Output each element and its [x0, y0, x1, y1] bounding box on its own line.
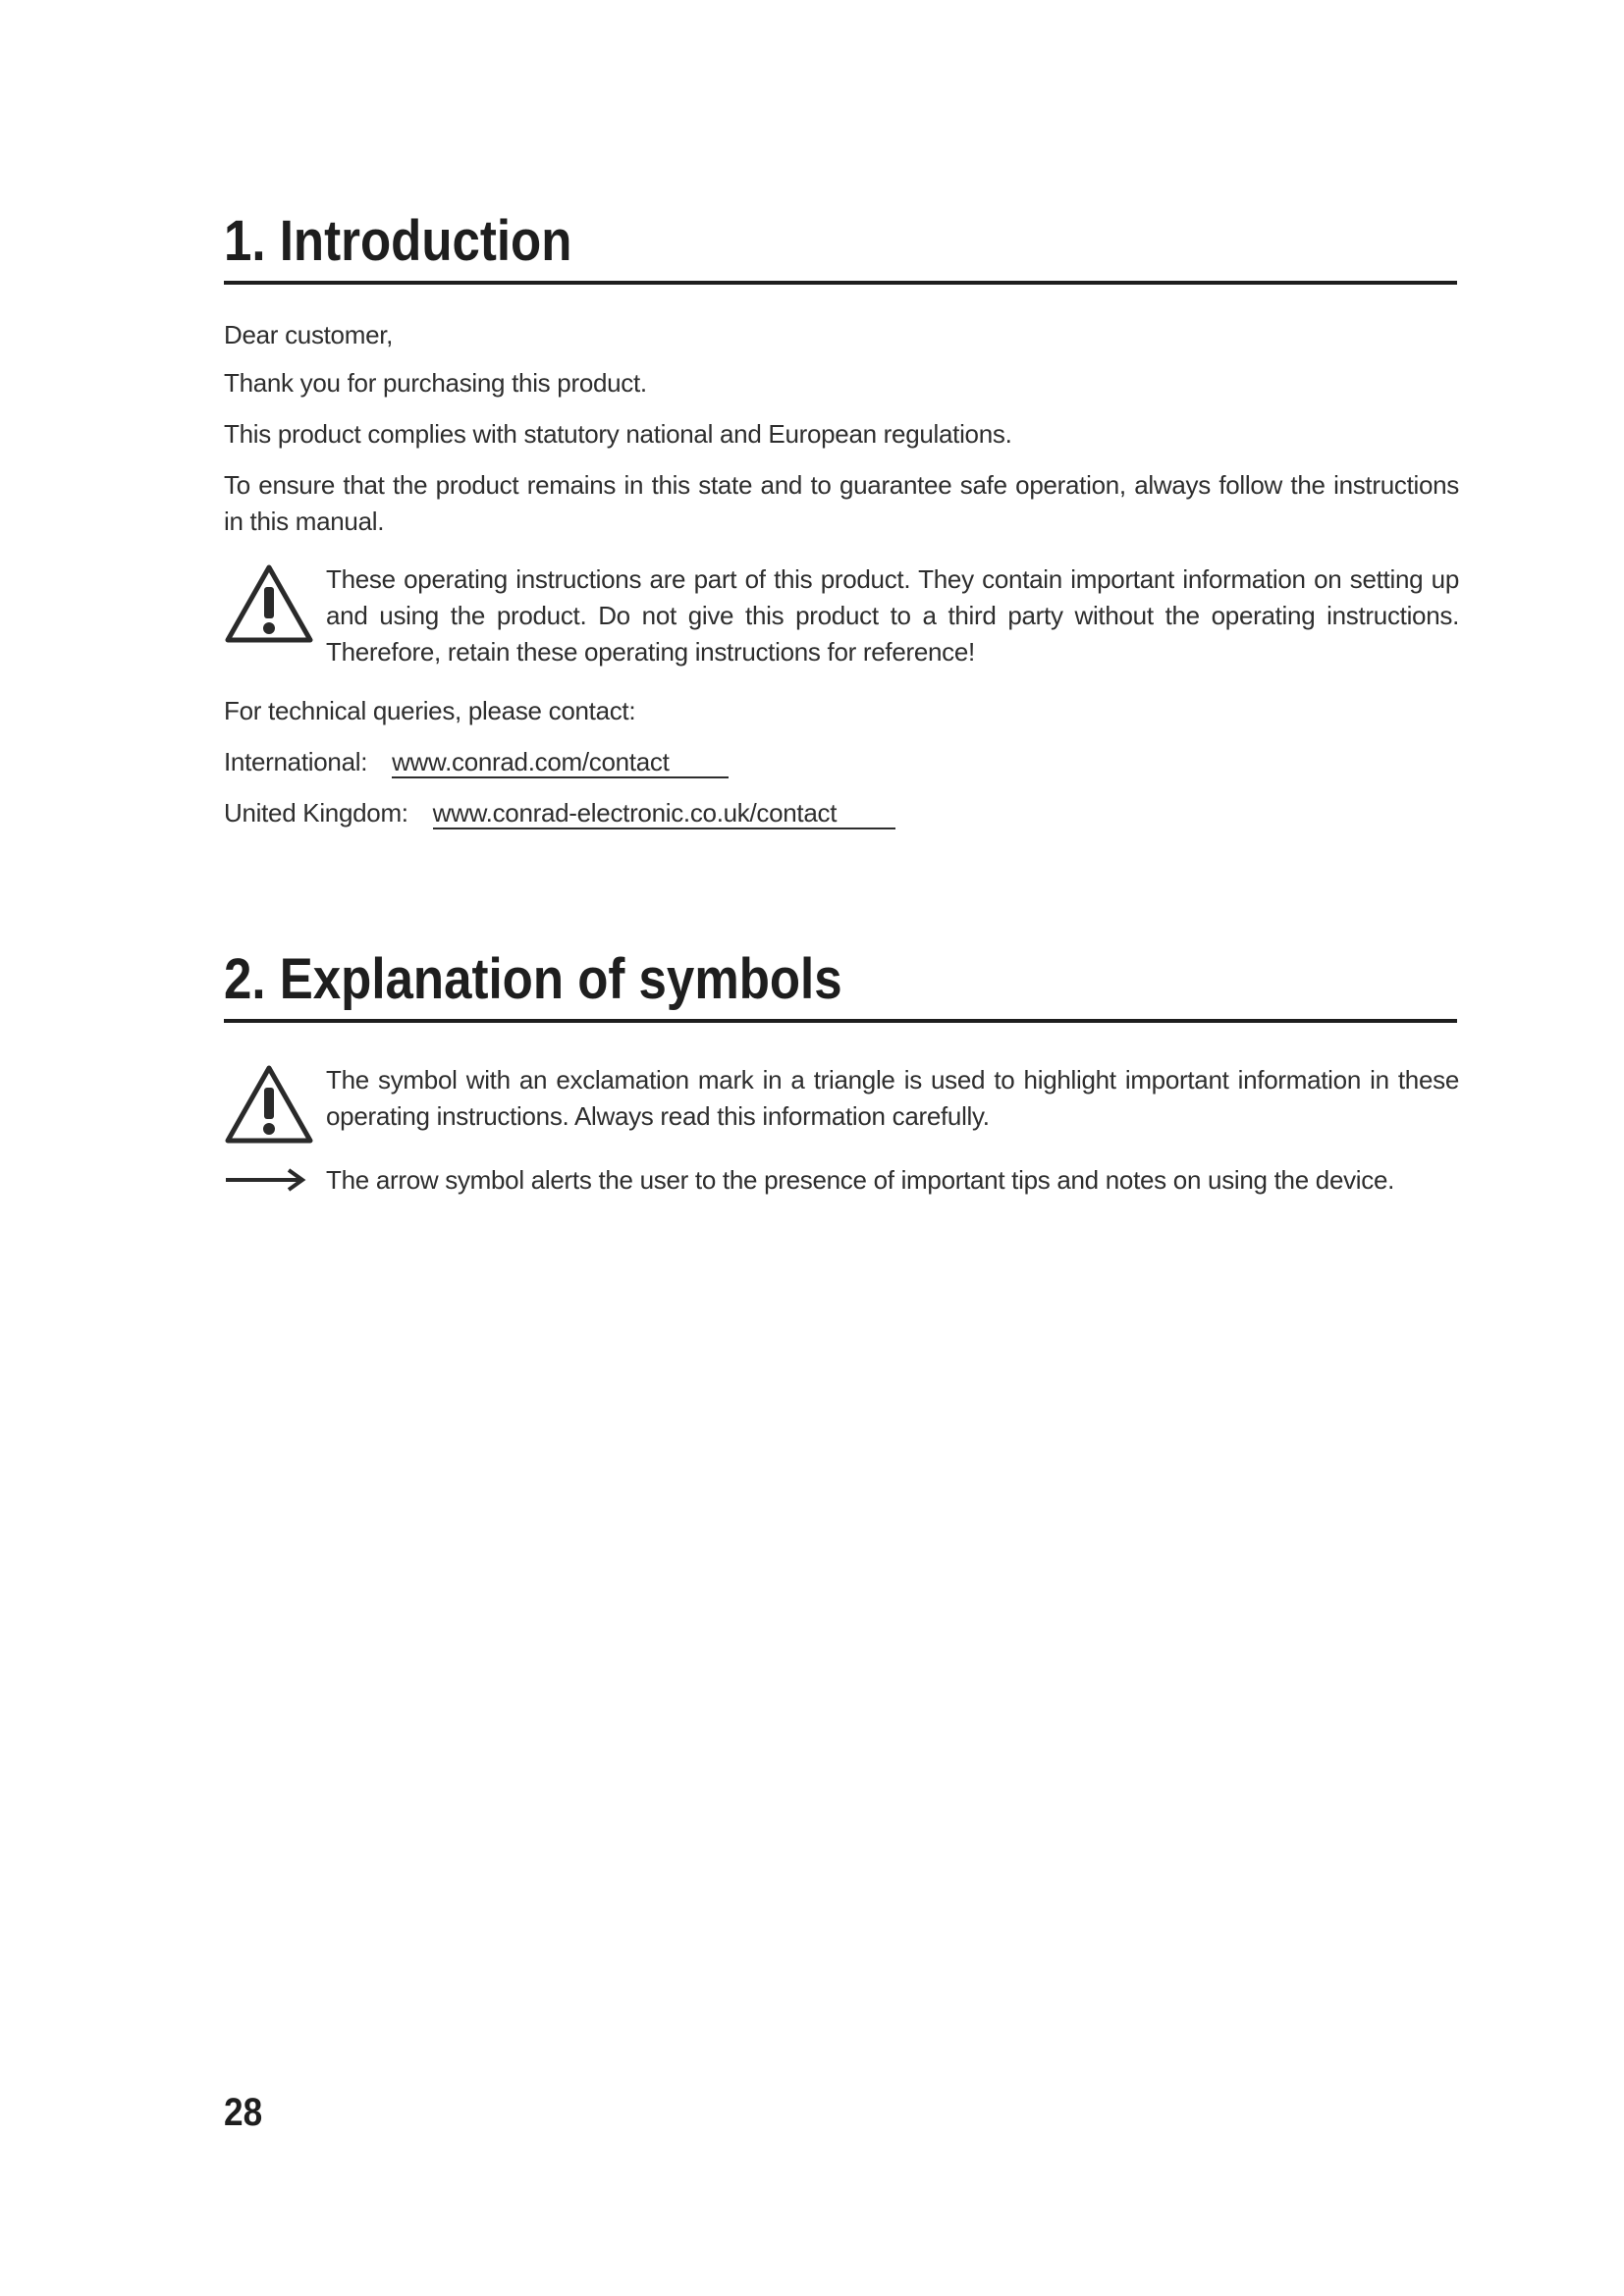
warning-triangle-icon [224, 1062, 314, 1147]
arrow-note-text: The arrow symbol alerts the user to the presence of important tips and notes on using the device. [326, 1165, 1395, 1195]
contact-link-united-kingdom[interactable]: www.conrad-electronic.co.uk/contact [433, 798, 895, 829]
contact-link-international[interactable]: www.conrad.com/contact [392, 747, 728, 778]
page-number: 28 [224, 2091, 263, 2134]
queries-paragraph: For technical queries, please contact: [224, 696, 636, 725]
contact-label: United Kingdom: [224, 798, 408, 828]
contact-international [224, 744, 729, 780]
instructions-paragraph: To ensure that the product remains in this state and to guarantee safe operation, always follow the instructions in this manual. [224, 470, 1459, 536]
exclamation-note-text: The symbol with an exclamation mark in a triangle is used to highlight important information in these operating instructions. Always read this information carefully. [326, 1065, 1459, 1131]
warning-triangle-icon [224, 561, 314, 646]
exclamation-symbol-note [224, 1062, 1459, 1135]
contact-united-kingdom [224, 795, 895, 831]
thanks-paragraph: Thank you for purchasing this product. [224, 368, 647, 398]
section-heading-introduction [224, 210, 1457, 285]
section-heading-symbols [224, 948, 1457, 1023]
section-title: 1. Introduction [224, 209, 572, 273]
contact-label: International: [224, 747, 368, 776]
compliance-paragraph: This product complies with statutory national and European regulations. [224, 419, 1012, 449]
arrow-symbol-note [224, 1162, 1459, 1199]
arrow-right-icon [224, 1166, 308, 1194]
warning-note [224, 561, 1459, 670]
greeting: Dear customer, [224, 320, 394, 349]
warning-note-text: These operating instructions are part of this product. They contain important information on setting up and using the product. Do not give this product to a third party without the operating instructions. Therefore, retain these operating instructions for reference! [326, 564, 1459, 667]
section-title: 2. Explanation of symbols [224, 947, 842, 1011]
